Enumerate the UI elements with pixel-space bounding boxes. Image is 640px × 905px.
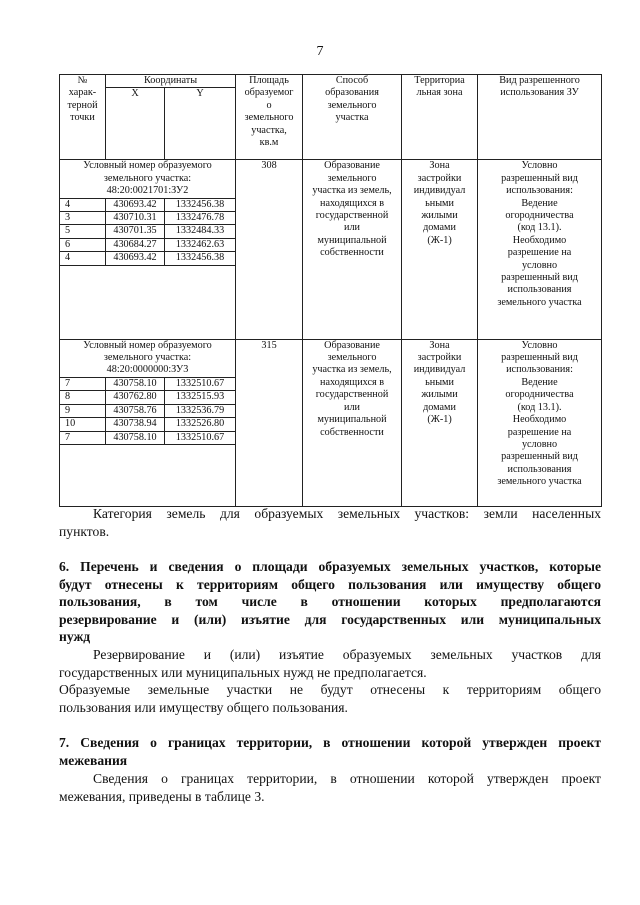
- section-6-paragraph-2: [59, 681, 601, 716]
- point-number: 4: [60, 252, 106, 265]
- heading-line: межевания: [59, 752, 128, 768]
- empty-cell: [60, 265, 236, 339]
- cell-line: Условный номер образуемого: [83, 160, 212, 172]
- cell-line: земельного: [244, 112, 294, 124]
- coordinate-y: 1332510.67: [165, 431, 236, 444]
- cell-line: Территориа: [414, 75, 465, 86]
- coordinate-y: 1332510.67: [165, 377, 236, 390]
- cell-line: участка: [335, 112, 369, 124]
- cell-line: находящихся в: [320, 197, 385, 209]
- coordinate-x: 430693.42: [106, 252, 165, 265]
- cell-line: индивидуал: [413, 364, 466, 376]
- cell-line: использования ЗУ: [500, 87, 579, 99]
- table-header-row: [60, 75, 602, 88]
- coordinate-x: 430710.31: [106, 212, 165, 225]
- cell-line: о: [266, 99, 272, 111]
- coordinate-x: 430758.10: [106, 431, 165, 444]
- coordinate-x: 430762.80: [106, 391, 165, 404]
- heading-line: нужд: [59, 629, 91, 645]
- cell-line: кв.м: [259, 137, 279, 149]
- cell-line: земельного: [327, 99, 377, 111]
- text-line: Категория земель для образуемых земельных участков: земли населенных: [93, 506, 601, 521]
- cell-line: Способ: [335, 75, 369, 86]
- coordinate-y: 1332476.78: [165, 212, 236, 225]
- plot-area: 308: [236, 160, 303, 339]
- cell-line: использования: [507, 463, 572, 475]
- plot-zone: [402, 160, 478, 339]
- plot-area: 315: [236, 339, 303, 506]
- cell-line: терной: [67, 99, 98, 111]
- cell-line: 48:20:0000000:ЗУ3: [106, 364, 189, 376]
- cell-line: Вид разрешенного: [499, 75, 580, 86]
- coordinate-x: 430693.42: [106, 198, 165, 211]
- cell-line: муниципальной: [317, 414, 387, 426]
- page-number: 7: [316, 44, 324, 59]
- header-point-number: [60, 75, 106, 160]
- section-6-heading: [59, 558, 601, 646]
- cell-line: государственной: [315, 389, 389, 401]
- plot-permitted-use: [478, 160, 602, 339]
- cell-line: застройки: [417, 172, 462, 184]
- cell-line: собственности: [320, 247, 384, 259]
- section-7-heading: [59, 734, 601, 769]
- cell-line: огородничества: [505, 210, 574, 222]
- cell-line: находящихся в: [320, 376, 385, 388]
- cell-line: Зона: [429, 339, 450, 351]
- cell-line: земельного участка:: [103, 352, 192, 364]
- plot-zone: [402, 339, 478, 506]
- section-7-paragraph: [59, 770, 601, 805]
- heading-line: пользования, в том числе в отношении которых предполагаются: [59, 594, 601, 610]
- cell-line: Образование: [324, 339, 380, 351]
- cell-line: государственной: [315, 210, 389, 222]
- coordinate-x: 430738.94: [106, 418, 165, 431]
- cell-line: образования: [325, 87, 379, 99]
- cell-line: муниципальной: [317, 234, 387, 246]
- land-plots-table: [59, 74, 602, 507]
- cell-line: (Ж-1): [427, 234, 452, 246]
- cell-line: разрешение на: [507, 426, 572, 438]
- cell-line: Ведение: [521, 376, 558, 388]
- coordinate-x: 430758.10: [106, 377, 165, 390]
- plot-conditional-number: [60, 339, 236, 377]
- coordinate-y: 1332484.33: [165, 225, 236, 238]
- cell-line: участка,: [251, 124, 287, 136]
- cell-line: ьными: [425, 197, 454, 209]
- coordinate-x: 430758.76: [106, 404, 165, 417]
- cell-line: Необходимо: [512, 414, 567, 426]
- cell-line: земельного: [327, 352, 377, 364]
- cell-line: жилыми: [421, 210, 458, 222]
- cell-line: льная зона: [416, 87, 463, 99]
- cell-line: Условный номер образуемого: [83, 339, 212, 351]
- cell-line: использования:: [506, 185, 573, 197]
- cell-line: (код 13.1).: [517, 222, 562, 234]
- land-category-paragraph: [59, 505, 601, 540]
- cell-line: земельного участка: [497, 296, 582, 308]
- cell-line: №: [77, 75, 88, 86]
- cell-line: огородничества: [505, 389, 574, 401]
- cell-line: Зона: [429, 160, 450, 172]
- point-number: 6: [60, 238, 106, 251]
- coordinate-y: 1332515.93: [165, 391, 236, 404]
- coordinate-y: 1332536.79: [165, 404, 236, 417]
- header-y: Y: [165, 88, 236, 160]
- point-number: 8: [60, 391, 106, 404]
- cell-line: Ведение: [521, 197, 558, 209]
- text-line: Образуемые земельные участки не будут отнесены к территориям общего: [59, 682, 601, 697]
- cell-line: 48:20:0021701:ЗУ2: [106, 185, 189, 197]
- heading-line: 6. Перечень и сведения о площади образуемых земельных участков, которые: [59, 559, 601, 574]
- point-number: 10: [60, 418, 106, 431]
- cell-line: образуемог: [244, 87, 294, 99]
- cell-line: разрешенный вид: [501, 352, 578, 364]
- cell-line: использования:: [506, 364, 573, 376]
- cell-line: Площадь: [249, 75, 289, 86]
- cell-line: условно: [521, 438, 558, 450]
- header-method: [303, 75, 402, 160]
- heading-line: 7. Сведения о границах территории, в отношении которой утвержден проект: [59, 735, 601, 750]
- point-number: 5: [60, 225, 106, 238]
- point-number: 7: [60, 431, 106, 444]
- plot-method: [303, 339, 402, 506]
- header-permitted-use: [478, 75, 602, 160]
- cell-line: индивидуал: [413, 185, 466, 197]
- point-number: 3: [60, 212, 106, 225]
- cell-line: или: [344, 401, 361, 413]
- text-line: пользования или имуществу общего пользования.: [59, 699, 348, 715]
- text-line: межевания, приведены в таблице 3.: [59, 788, 265, 804]
- cell-line: жилыми: [421, 389, 458, 401]
- cell-line: собственности: [320, 426, 384, 438]
- cell-line: использования: [507, 284, 572, 296]
- cell-line: (код 13.1).: [517, 401, 562, 413]
- header-area: [236, 75, 303, 160]
- point-number: 7: [60, 377, 106, 390]
- cell-line: харак-: [68, 87, 97, 99]
- header-coordinates: Координаты: [106, 75, 236, 88]
- cell-line: точки: [70, 112, 95, 124]
- cell-line: застройки: [417, 352, 462, 364]
- cell-line: ьными: [425, 376, 454, 388]
- coordinate-x: 430701.35: [106, 225, 165, 238]
- coordinate-y: 1332462.63: [165, 238, 236, 251]
- plot-method: [303, 160, 402, 339]
- cell-line: земельного участка: [497, 476, 582, 488]
- text-line: государственных или муниципальных нужд не предполагается.: [59, 664, 427, 680]
- cell-line: земельного участка:: [103, 172, 192, 184]
- section-6-paragraph-1: [59, 646, 601, 681]
- cell-line: или: [344, 222, 361, 234]
- empty-cell: [60, 444, 236, 506]
- header-x: X: [106, 88, 165, 160]
- coordinate-y: 1332456.38: [165, 198, 236, 211]
- cell-line: участка из земель,: [312, 364, 392, 376]
- cell-line: домами: [423, 401, 456, 413]
- point-number: 4: [60, 198, 106, 211]
- heading-line: будут отнесены к территориям общего пользования или имуществу общего: [59, 576, 601, 592]
- cell-line: домами: [423, 222, 456, 234]
- cell-line: земельного: [327, 172, 377, 184]
- cell-line: условно: [521, 259, 558, 271]
- cell-line: (Ж-1): [427, 414, 452, 426]
- cell-line: Условно: [521, 160, 558, 172]
- cell-line: Условно: [521, 339, 558, 351]
- plot-row: [60, 339, 602, 377]
- cell-line: Образование: [324, 160, 380, 172]
- point-number: 9: [60, 404, 106, 417]
- plot-permitted-use: [478, 339, 602, 506]
- cell-line: разрешенный вид: [501, 272, 578, 284]
- heading-line: резервирование и (или) изъятие для государственных или муниципальных: [59, 611, 601, 627]
- coordinate-x: 430684.27: [106, 238, 165, 251]
- plot-conditional-number: [60, 160, 236, 198]
- text-line: Сведения о границах территории, в отношении которой утвержден проект: [93, 771, 601, 786]
- coordinate-y: 1332456.38: [165, 252, 236, 265]
- cell-line: разрешенный вид: [501, 451, 578, 463]
- text-line: Резервирование и (или) изъятие образуемых земельных участков для: [93, 647, 601, 662]
- header-zone: [402, 75, 478, 160]
- cell-line: участка из земель,: [312, 185, 392, 197]
- plot-row: [60, 160, 602, 198]
- cell-line: разрешенный вид: [501, 172, 578, 184]
- text-line: пунктов.: [59, 523, 110, 539]
- coordinate-y: 1332526.80: [165, 418, 236, 431]
- cell-line: Необходимо: [512, 234, 567, 246]
- cell-line: разрешение на: [507, 247, 572, 259]
